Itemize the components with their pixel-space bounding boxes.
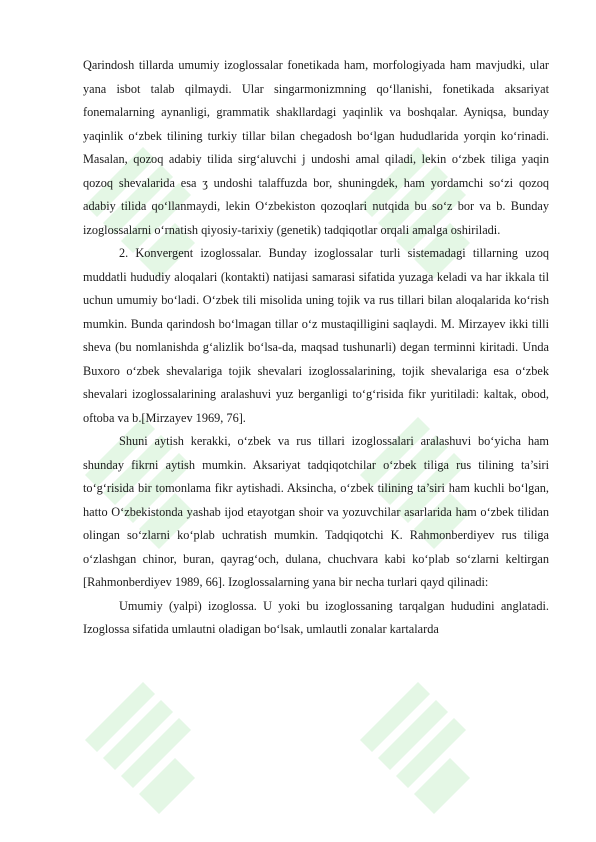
paragraph-3: Shuni aytish kerakki, o‘zbek va rus tillari izoglossalari aralashuvi bo‘yicha ham shunday fikrni aytish mumkin. Aksariyat tadqiqotchilar o‘zbek tiliga rus tilining ta’siri to‘g‘risida bir tomonlama fikr aytishadi. Aksincha, o‘zbek tilining ta’siri ham kuchli bo‘lgan, hatto O‘zbekistonda yashab ijod etayotgan shoir va yozuvchilar asarlarida ham o‘zbek tilidan olingan so‘zlarni ko‘plab uchratish mumkin. Tadqiqotchi K. Rahmonberdiyev rus tiliga o‘zlashgan chinor, buran, qayrag‘och, dulana, chuchvara kabi ko‘plab so‘zlarni keltirgan [Rahmonberdiyev 1989, 66]. Izoglossalarning yana bir necha turlari qayd qilinadi: bbox=[83, 434, 549, 589]
paragraph-1: Qarindosh tillarda umumiy izoglossalar fonetikada ham, morfologiyada ham mavjudki, ular yana isbot talab qilmaydi. Ular singarmonizmning qo‘llanishi, fonetikada aksariyat fonemalarning aynanligi, grammatik shakllardagi yaqinlik va boshqalar. Ayniqsa, bunday yaqinlik o‘zbek tilining turkiy tillar bilan chegadosh bo‘lgan hududlarida yorqin ko‘rinadi. Masalan, qozoq adabiy tilida sirg‘aluvchi j undoshi amal qiladi, lekin o‘zbek tiliga yaqin qozoq shevalarida esa ӡ undoshi talaffuzda bor, shuningdek, ham yordamchi so‘zi qozoq adabiy tilida qo‘llanmaydi, lekin O‘zbekiston qozoqlari nutqida bu so‘z bor va b. Bunday izoglossalarni o‘rnatish qiyosiy-tarixiy (genetik) tadqiqotlar orqali amalga oshiriladi. bbox=[83, 58, 549, 237]
paragraph-4: Umumiy (yalpi) izoglossa. U yoki bu izoglossaning tarqalgan hududini anglatadi. Izoglossa sifatida umlautni oladigan bo‘lsak, umlautli zonalar kartalarda bbox=[83, 598, 549, 636]
paragraph-2: 2. Konvergent izoglossalar. Bunday izoglossalar turli sistemadagi tillarning uzoq muddatli hududiy aloqalari (kontakti) natijasi samarasi sifatida yuzaga keladi va har ikkala til uchun umumiy bo‘ladi. O‘zbek tili misolida uning tojik va rus tillari bilan aloqalarida ko‘rish mumkin. Bunda qarindosh bo‘lmagan tillar o‘z mustaqilligini saqlaydi. M. Mirzayev ikki tilli sheva (bu nomlanishda g‘alizlik bo‘lsa-da, maqsad tushunarli) degan terminni kiritadi. Unda Buxoro o‘zbek shevalariga tojik shevalari izoglossalarining, tojik shevalariga esa o‘zbek shevalari izoglossalarining aralashuvi yuz berganligi to‘g‘risida fikr yuritiladi: kaltak, obod, oftoba va b.[Mirzayev 1969, 76]. bbox=[83, 246, 549, 425]
document-body bbox=[83, 54, 549, 642]
